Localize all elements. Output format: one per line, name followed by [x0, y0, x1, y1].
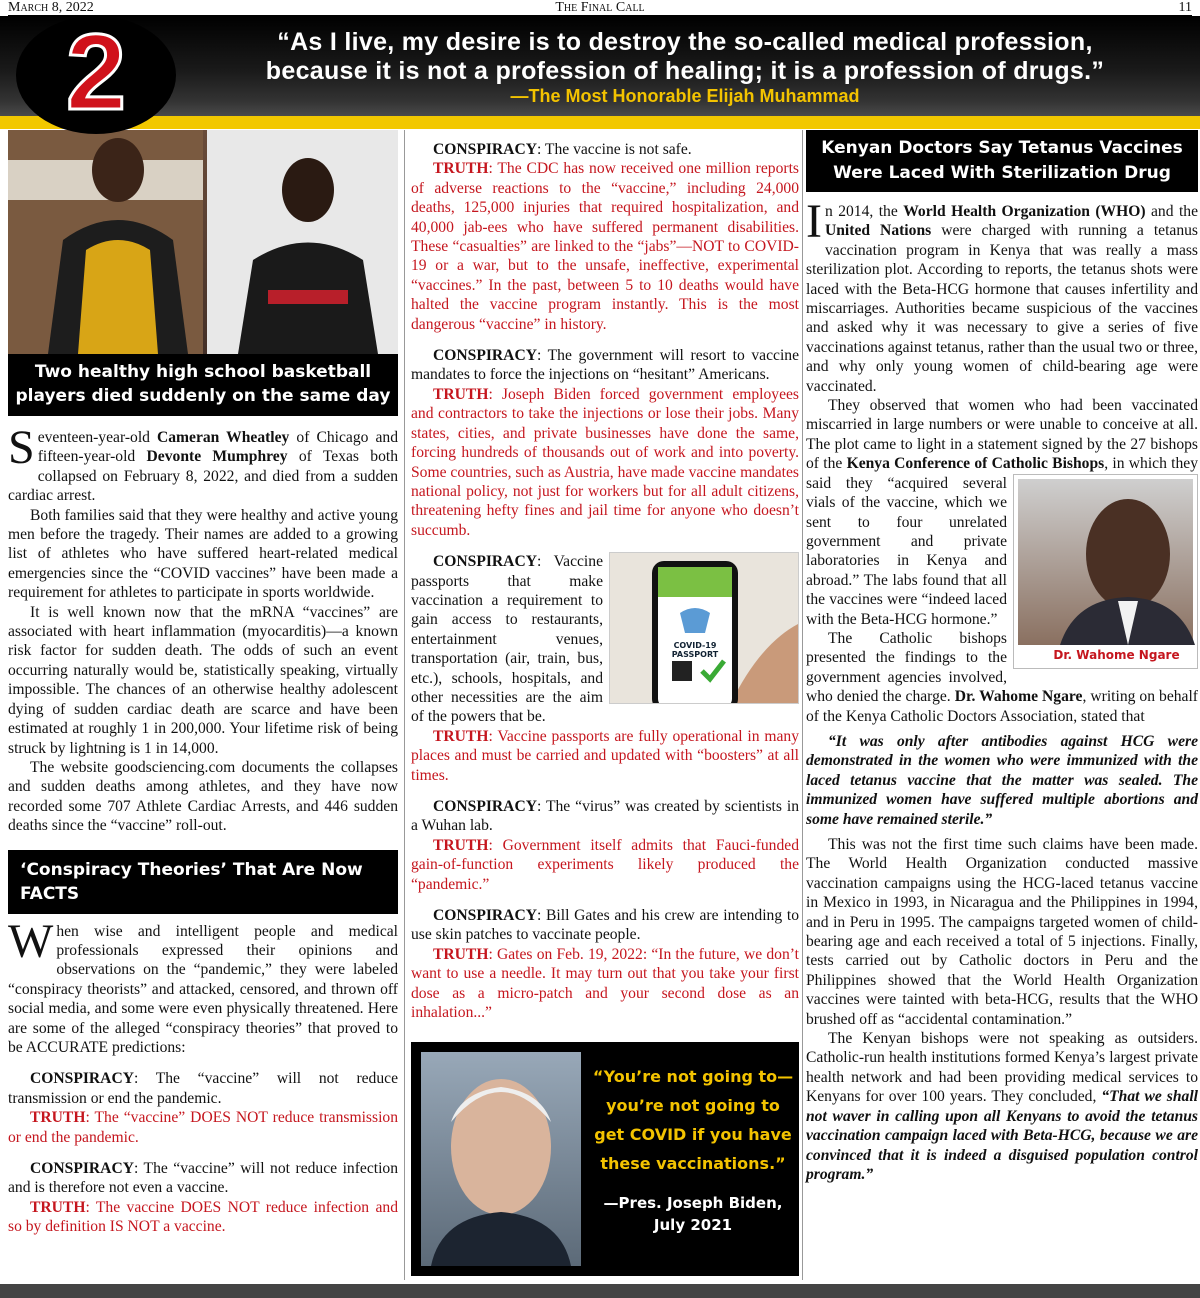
column-divider: [802, 130, 803, 1280]
phone-screen-text: COVID-19 PASSPORT: [671, 641, 719, 660]
conspiracy-item: CONSPIRACY: Bill Gates and his crew are intending to use skin patches to vaccinate people. TRUTH: Gates on Feb. 19, 2022: “In the future, we don’t want to use a needle. It may turn out that you take your first dose as a micro-patch and your second dose as an inhalation...”: [411, 907, 799, 1022]
biden-quote: “You’re not going to— you’re not going to get COVID if you have these vaccinations.”: [592, 1067, 794, 1174]
conspiracy-item: CONSPIRACY: The “virus” was created by scientists in a Wuhan lab. TRUTH: Government itself admits that Fauci-funded gain-of-function experiments likely produced the “pandemic.”: [411, 798, 800, 893]
paragraph: The website goodsciencing.com documents the collapses and sudden deaths among athletes, and they have now recorded some 707 Athlete Cardiac Arrests, and 446 sudden deaths since the “vaccine” roll-out.: [8, 758, 398, 835]
column-middle: [411, 130, 799, 1276]
paragraph: The Catholic bishops presented the findings to the government agencies involved, who denied the charge. Dr. Wahome Ngare, writing on behalf of the Kenya Catholic Doctors Association, stated that: [806, 629, 1199, 725]
article-headline: Kenyan Doctors Say Tetanus Vaccines Were Laced With Sterilization Drug: [806, 130, 1198, 192]
biden-attribution: —Pres. Joseph Biden, July 2021: [603, 1194, 783, 1235]
paragraph: When wise and intelligent people and medical professionals expressed their opinions and observations on the “pandemic,” they were labeled “conspiracy theorists” and attacked, censored, and thrown off social media, and some were even physically threatened. Here are some of the alleged “conspiracy theories” that proved to be ACCURATE predictions:: [8, 914, 398, 1056]
paragraph: The Kenyan bishops were not speaking as outsiders. Catholic-run health institutions formed Kenya’s largest private health network and had been providing medical services to Kenyans for over 100 years. They concluded, “That we shall not waver in calling upon all Kenyans to avoid the tetanus vaccination campaign laced with Beta-HCG, because we are convinced that it is indeed a disguised population control program.”: [806, 1030, 1198, 1183]
column-divider: [404, 130, 405, 1280]
photo-caption: Dr. Wahome Ngare: [1053, 648, 1180, 663]
conspiracy-item: COVID-19 PASSPORT CONSPIRACY: Vaccine passports that make vaccination a requirement to gain access to restaurants, entertainment venues, transportation (air, train, bus, etc.), schools, hospitals, and other necessities are the aim of the powers that be. TRUTH: Vaccine passports are fully operational in many places and must be carried and updated with “boosters” at all times.: [411, 553, 800, 784]
page-header: [8, 0, 1192, 16]
biden-photo: [421, 1052, 581, 1266]
paragraph: Seventeen-year-old Cameran Wheatley of Chicago and fifteen-year-old Devonte Mumphrey of Texas both collapsed on February 8, 2022, and died from a sudden cardiac arrest.: [8, 421, 399, 505]
conspiracy-item: CONSPIRACY: The “vaccine” will not reduce transmission or end the pandemic. TRUTH: The “vaccine” DOES NOT reduce transmission or end the pandemic.: [8, 1070, 398, 1146]
conspiracy-item: CONSPIRACY: The government will resort to vaccine mandates to force the injections on “hesitant” Americans. TRUTH: Joseph Biden forced government employees and contractors to take the injections or lose their jobs. Many states, cities, and private businesses have done the same, forcing hundreds of thousands out of work and into poverty. Some countries, such as Austria, have made vaccine mandates national policy, not just for workers but for all adult citizens, threatening hefty fines and jail time for anyone who doesn’t succumb.: [411, 347, 799, 539]
paper-name: The Final Call: [555, 0, 645, 15]
paragraph: Both families said that they were healthy and active young men before the tragedy. Their names are added to a growing list of athletes who have suffered heart-related medical emergencies since the “COVID vaccines” have been made a requirement for athletes to participate in sports worldwide.: [8, 506, 398, 602]
column-left: [8, 130, 398, 1237]
athletes-photo: [8, 130, 398, 354]
issue-date: March 8, 2022: [8, 0, 94, 15]
ngare-photo: [1013, 474, 1198, 669]
section-heading: ‘Conspiracy Theories’ That Are Now FACTS: [8, 850, 398, 914]
conspiracy-item: CONSPIRACY: The “vaccine” will not reduce infection and is therefore not even a vaccine. TRUTH: The vaccine DOES NOT reduce infection and so by definition IS NOT a vaccine.: [8, 1160, 398, 1236]
yellow-rule: [0, 116, 1200, 129]
banner-attribution: —The Most Honorable Elijah Muhammad: [510, 86, 860, 106]
banner-quote: “As I live, my desire is to destroy the so-called medical profession, because it is not a profession of healing; it is a profession of drugs.”: [265, 28, 1105, 85]
section-number-badge: 2: [16, 16, 176, 134]
photo-caption: Two healthy high school basketball players died suddenly on the same day: [8, 354, 398, 416]
paragraph: This was not the first time such claims have been made. The World Health Organization conducted massive vaccination campaigns using the HCG-laced tetanus vaccine in Mexico in 1993, in Nicaragua and the Philippines in 1994, and in Peru in 1995. The campaigns targeted women of child-bearing age and each received a total of 5 injections. Finally, tests carried out by Catholic doctors in Peru and the Philippines showed that the World Health Organization vaccines were tainted with beta-HCG, results that the WHO brushed off as “accidental contamination.”: [806, 836, 1198, 1028]
pull-quote: “It was only after antibodies against HCG were demonstrated in the women who were immunized with the laced tetanus vaccine that the matter was sealed. The immunized women have suffered multiple abortions and some have remained sterile.”: [806, 732, 1198, 828]
vaccine-passport-image: [609, 552, 799, 704]
paragraph: They observed that women who had been vaccinated miscarried in large numbers or were unable to conceive at all. The plot came to light in a statement signed by the 27 bishops of the Kenya Conference of Catholic Bishops Dr. Wahome Ngare , in which they said they “acquired several vials of the vaccine, which we sent to four unrelated government and private laboratories in Kenya and abroad.” The labs found that all the vaccines were “indeed laced with the Beta-HCG hormone.”: [806, 396, 1198, 629]
bottom-rule: [0, 1284, 1200, 1298]
paragraph: In 2014, the World Health Organization (WHO) and the United Nations were charged with running a tetanus vaccination program in Kenya that was really a mass sterilization plot. According to reports, the tetanus shots were laced with the Beta-HCG hormone that causes infertility and miscarriages. Authorities became suspicious of the vaccines and asked why it was necessary to give a series of five vaccinations against tetanus, rather than the usual two or three, and why only young women of child-bearing age were vaccinated.: [806, 195, 1199, 395]
biden-quote-box: [411, 1042, 799, 1276]
column-right: [806, 130, 1198, 1184]
paragraph: It is well known now that the mRNA “vaccines” are associated with heart inflammation (myocarditis)—a known risk factor for sudden death. The odds of such an event occurring naturally would be, statistically speaking, virtually impossible. The chances of an otherwise healthy adolescent dying of sudden cardiac death are scarce and have been estimated at roughly 1 in 200,000. Your lifetime risk of being struck by lightning is 1 in 14,000.: [8, 603, 398, 757]
conspiracy-item: CONSPIRACY: The vaccine is not safe. TRUTH: The CDC has now received one million reports of adverse reactions to the “vaccine,” including 24,000 deaths, 125,000 injuries that required hospitalization, and 40,000 jab-ees who have suffered permanent disabilities. These “casualties” are linked to the “jabs”—NOT to COVID-19 or a war, but to the unsafe, ineffective, experimental “vaccines.” In the past, between 5 to 10 deaths would have halted the vaccine program instantly. This is the most dangerous “vaccine” in history.: [411, 141, 799, 333]
quote-banner: [0, 11, 1200, 132]
page-number: 11: [1178, 0, 1192, 15]
